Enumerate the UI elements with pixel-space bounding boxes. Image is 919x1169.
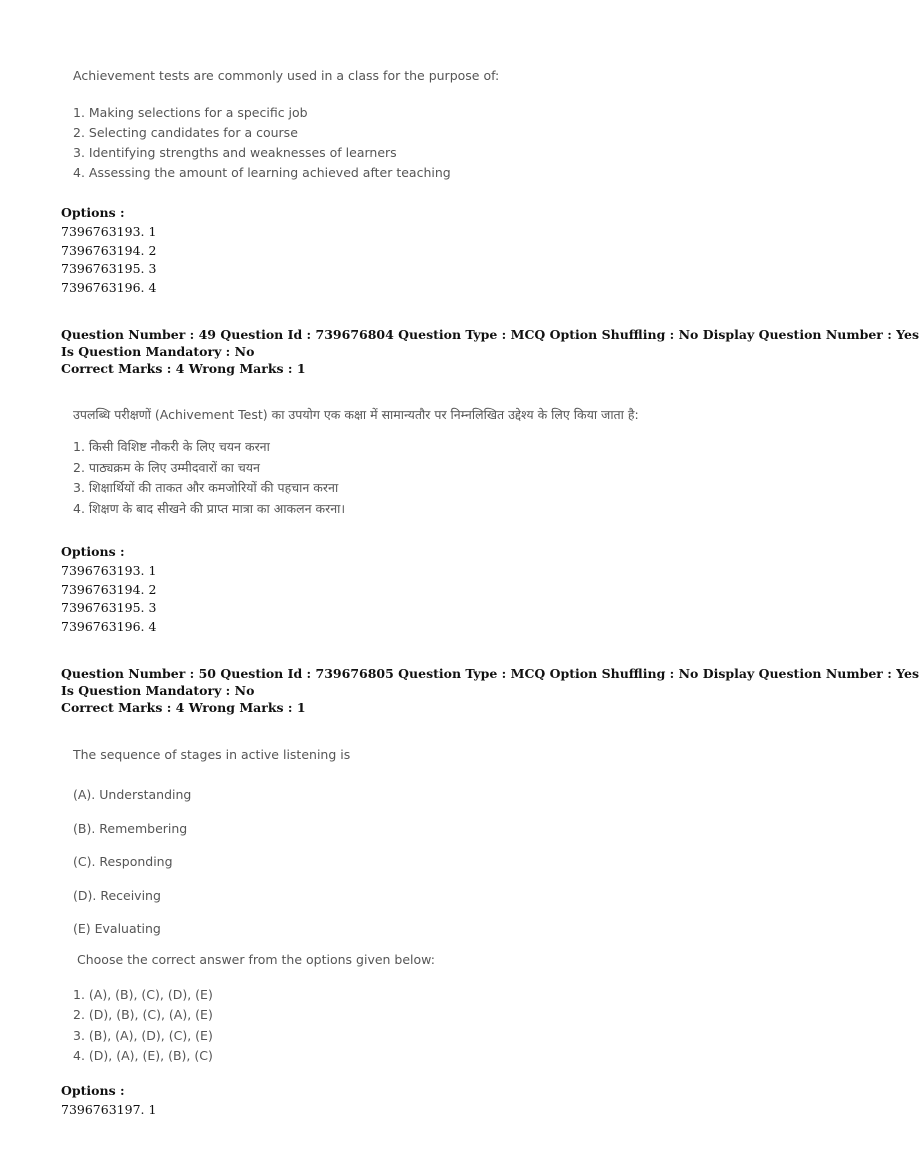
choice-item: 3. (B), (A), (D), (C), (E) xyxy=(73,1027,213,1043)
question-mandatory: Is Question Mandatory : No xyxy=(61,683,255,698)
option-item: 7396763195. 3 xyxy=(61,600,157,616)
choice-item: 4. शिक्षण के बाद सीखने की प्राप्त मात्रा का आकलन करना। xyxy=(73,500,346,516)
question-stem: उपलब्धि परीक्षणों (Achivement Test) का उपयोग एक कक्षा में सामान्यतौर पर निम्नलिखित उद्देश्य के लिए किया जाता है: xyxy=(73,407,639,422)
question-50-image xyxy=(73,747,435,1067)
option-item: 7396763194. 2 xyxy=(61,581,157,597)
question-marks: Correct Marks : 4 Wrong Marks : 1 xyxy=(61,361,306,376)
options-label: Options : xyxy=(61,1083,125,1098)
stage-item: (E) Evaluating xyxy=(73,921,161,936)
options-block xyxy=(61,204,156,298)
choice-item: 2. (D), (B), (C), (A), (E) xyxy=(73,1007,213,1022)
choice-item: 4. (D), (A), (E), (B), (C) xyxy=(73,1048,213,1063)
question-marks: Correct Marks : 4 Wrong Marks : 1 xyxy=(61,700,306,715)
question-mandatory: Is Question Mandatory : No xyxy=(61,344,255,359)
choice-list xyxy=(73,103,499,183)
choice-item: 1. किसी विशिष्ट नौकरी के लिए चयन करना xyxy=(73,439,270,454)
question-meta-line: Question Number : 50 Question Id : 739676805 Question Type : MCQ Option Shuffling : No Display Question Number : Yes xyxy=(61,666,919,681)
question-instruction: Choose the correct answer from the options given below: xyxy=(77,951,435,967)
stage-item: (C). Responding xyxy=(73,854,173,869)
options-block xyxy=(61,1082,156,1120)
question-meta-line: Question Number : 49 Question Id : 739676804 Question Type : MCQ Option Shuffling : No Display Question Number : Yes xyxy=(61,327,919,342)
choice-list xyxy=(73,985,435,1067)
choice-item: 1. Making selections for a specific job xyxy=(73,105,308,120)
choice-list xyxy=(73,437,639,519)
stage-item: (A). Understanding xyxy=(73,787,192,802)
choice-item: 3. शिक्षार्थियों की ताकत और कमजोरियों की पहचान करना xyxy=(73,480,339,495)
question-49-image xyxy=(73,406,639,519)
question-49-meta xyxy=(61,326,919,377)
stage-item: (D). Receiving xyxy=(73,887,161,903)
question-stem: The sequence of stages in active listening is xyxy=(73,747,351,762)
choice-item: 4. Assessing the amount of learning achieved after teaching xyxy=(73,165,451,180)
stage-list xyxy=(73,778,435,946)
choice-item: 1. (A), (B), (C), (D), (E) xyxy=(73,986,213,1002)
option-item: 7396763196. 4 xyxy=(61,280,157,296)
option-item: 7396763195. 3 xyxy=(61,261,157,277)
choice-item: 2. Selecting candidates for a course xyxy=(73,125,298,140)
choice-item: 2. पाठ्यक्रम के लिए उम्मीदवारों का चयन xyxy=(73,459,260,475)
stage-item: (B). Remembering xyxy=(73,820,188,836)
option-item: 7396763193. 1 xyxy=(61,223,157,239)
option-item: 7396763194. 2 xyxy=(61,242,157,258)
question-stem: Achievement tests are commonly used in a class for the purpose of: xyxy=(73,68,500,83)
options-label: Options : xyxy=(61,544,125,559)
options-label: Options : xyxy=(61,205,125,220)
question-48-image xyxy=(73,68,499,183)
choice-item: 3. Identifying strengths and weaknesses of learners xyxy=(73,145,397,160)
option-item: 7396763196. 4 xyxy=(61,619,157,635)
question-50-meta xyxy=(61,665,919,716)
option-item: 7396763193. 1 xyxy=(61,562,157,578)
option-item: 7396763197. 1 xyxy=(61,1101,157,1117)
options-block xyxy=(61,543,156,637)
